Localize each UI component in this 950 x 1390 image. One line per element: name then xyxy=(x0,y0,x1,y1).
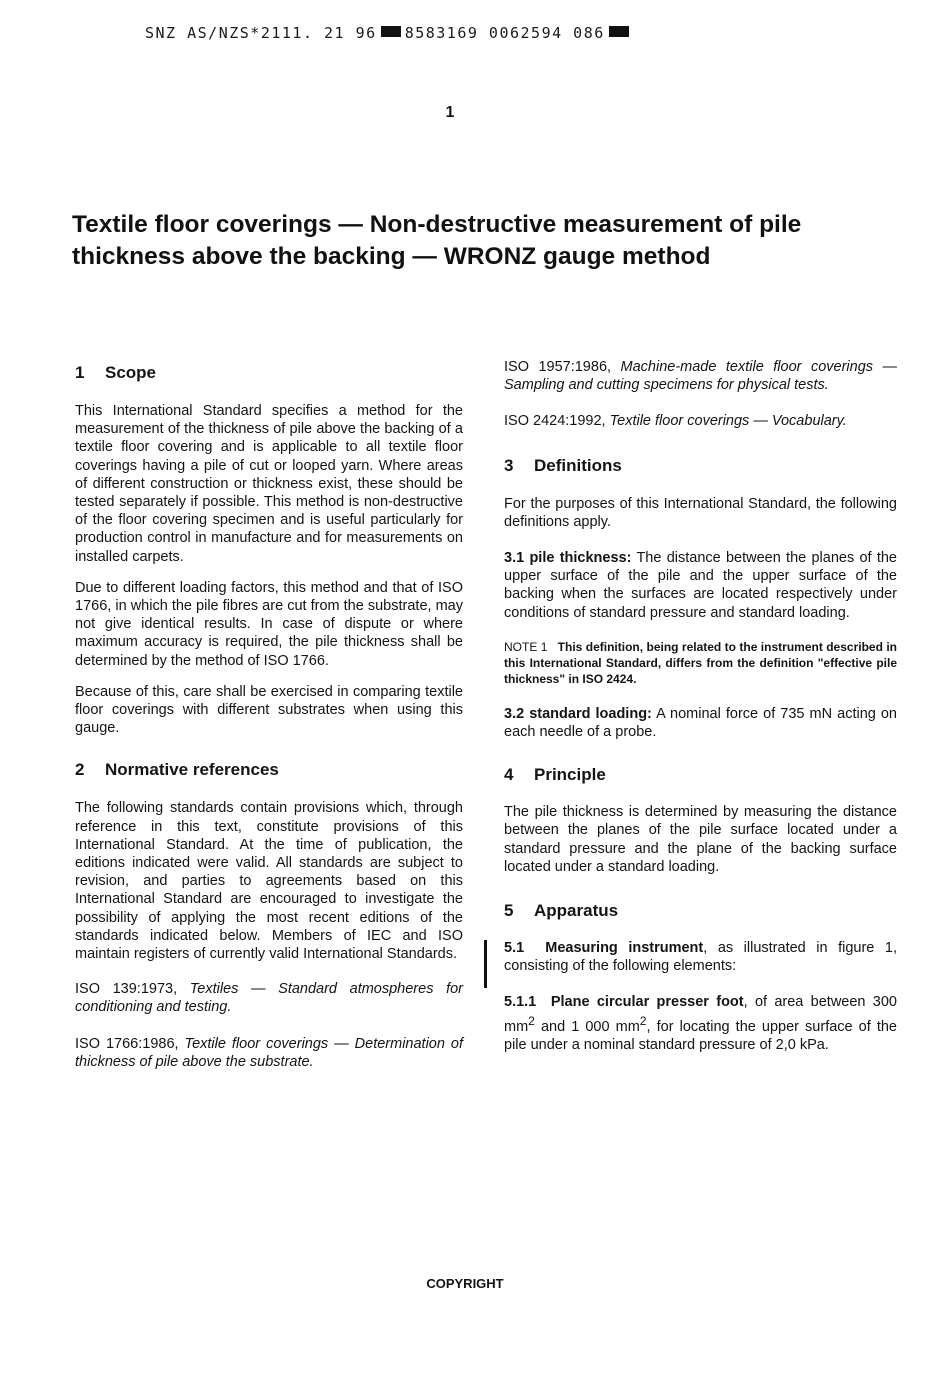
reference-item: ISO 139:1973, Textiles — Standard atmospheres for conditioning and testing. xyxy=(75,981,464,1016)
black-block-mark xyxy=(381,26,401,37)
definition-pile-thickness: 3.1 pile thickness: The distance between the planes of the upper surface of the pile and the upper surface of the backing when the surfaces are located respectively under conditions of standard pressure and standard loading. xyxy=(504,550,897,621)
reference-item: ISO 1766:1986, Textile floor coverings — Determination of thickness of pile above the substrate. xyxy=(75,1035,464,1070)
definition-standard-loading: 3.2 standard loading: A nominal force of 735 mN acting on each needle of a probe. xyxy=(504,705,897,741)
scope-paragraph-1: This International Standard specifies a method for the measurement of the thickness of pile above the backing of a textile floor covering and is applicable to all textile floor coverings having a pile of cut or looped yarn. Where areas of different construction or thickness exist, these should be tested separately if possible. This method is non-destructive of the floor covering specimen and is useful particularly for production control in manufacture and for measurements on installed carpets. xyxy=(75,403,463,565)
copyright-footer: COPYRIGHT xyxy=(426,1276,504,1291)
document-title: Textile floor coverings — Non-destructive measurement of pile thickness above the backing — WRONZ gauge method xyxy=(72,211,802,270)
header-code-part1: SNZ AS/NZS*2111. 21 96 xyxy=(145,24,377,42)
section-heading-definitions: 3 Definitions xyxy=(504,455,622,475)
change-bar xyxy=(484,940,487,988)
black-block-mark xyxy=(609,26,629,37)
reference-item: ISO 2424:1992, Textile floor coverings — Vocabulary. xyxy=(504,413,847,430)
page-number: 1 xyxy=(445,104,455,121)
header-code-part2: 8583169 0062594 086 xyxy=(404,24,605,42)
section-heading-principle: 4 Principle xyxy=(504,765,606,785)
scope-paragraph-3: Because of this, care shall be exercised in comparing textile floor coverings with different substrates when using this gauge. xyxy=(75,683,463,737)
section-heading-scope: 1 Scope xyxy=(75,363,157,382)
scope-paragraph-2: Due to different loading factors, this method and that of ISO 1766, in which the pile fibres are cut from the substrate, may not give identical results. In case of dispute or where maximum accuracy is required, the pile thickness shall be determined by the method of ISO 1766. xyxy=(75,579,463,669)
section-heading-apparatus: 5 Apparatus xyxy=(504,901,619,921)
section-heading-normative: 2 Normative references xyxy=(75,760,279,780)
normative-paragraph: The following standards contain provisions which, through reference in this text, constitute provisions of this International Standard. At the time of publication, the editions indicated were valid. All standards are subject to revision, and parties to agreements based on this International Standard are encouraged to investigate the possibility of applying the most recent editions of the standards indicated below. Members of IEC and ISO maintain registers of currently valid International Standards. xyxy=(75,800,463,963)
definitions-intro: For the purposes of this International Standard, the following definitions apply. xyxy=(504,495,897,530)
reference-item: ISO 1957:1986, Machine-made textile floor coverings — Sampling and cutting specimens for physical tests. xyxy=(504,359,897,394)
left-column xyxy=(75,362,463,1071)
right-column xyxy=(504,358,897,1054)
document-header-code xyxy=(145,24,633,42)
apparatus-measuring-instrument: 5.1 Measuring instrument, as illustrated in figure 1, consisting of the following elements: xyxy=(504,940,898,975)
principle-paragraph: The pile thickness is determined by measuring the distance between the planes of the pile surface located under a standard pressure and the plane of the backing surface located under a standard loading. xyxy=(504,804,897,875)
definition-note: NOTE 1 This definition, being related to the instrument described in this International Standard, differs from the definition "effective pile thickness" in ISO 2424. xyxy=(504,639,897,686)
apparatus-presser-foot: 5.1.1 Plane circular presser foot, of area between 300 $mm^2$ and 1 000 $mm^2$, for locating the upper surface of the pile under a nominal standard pressure of 2,0 kPa. xyxy=(504,994,897,1053)
